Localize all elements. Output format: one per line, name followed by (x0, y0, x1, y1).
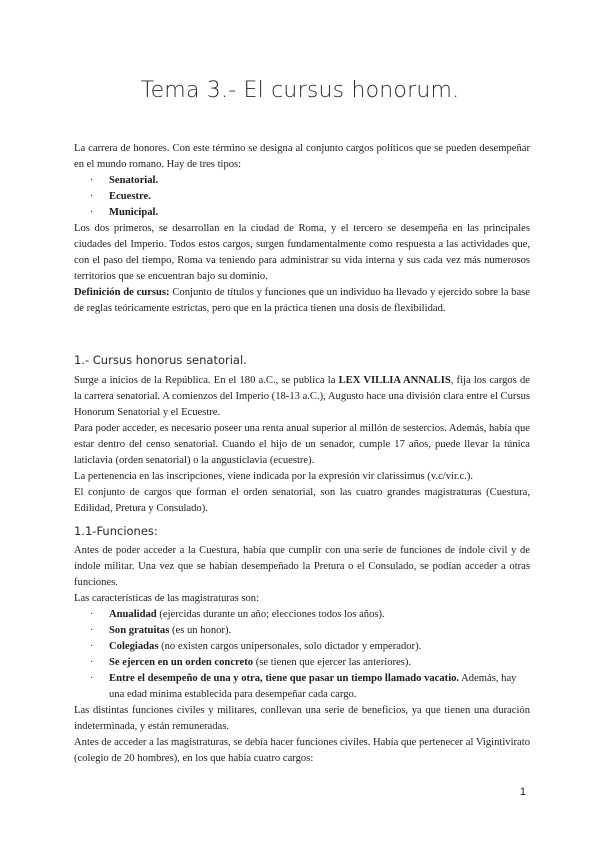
definition-paragraph (74, 285, 530, 317)
paragraph: Las distintas funciones civiles y militares, conllevan una serie de beneficios, ya que tienen una duración indeterminada, y están remuneradas. (74, 705, 530, 732)
types-list (74, 173, 530, 221)
intro-paragraph-2: Los dos primeros, se desarrollan en la ciudad de Roma, y el tercero se desempeña en las principales ciudades del Imperio. Todos estos cargos, surgen fundamentalmente como respuesta a las actividades que, con el paso del tiempo, Roma va teniendo para administrar su vida interna y sus cada vez más numerosos territorios que se encuentran bajo su dominio. (74, 223, 530, 282)
section-senatorial (74, 352, 530, 368)
definition-text: Conjunto de títulos y funciones que un individuo ha llevado y ejercido sobre la base de reglas teóricamente estrictas, pero que en la práctica tienen una dosis de flexibilidad. (74, 287, 530, 314)
law-name: LEX VILLIA ANNALIS (338, 375, 451, 386)
intro-section (74, 141, 530, 317)
list-item: · Entre el desempeño de una y otra, tiene que pasar un tiempo llamado vacatio. Además, hay una edad mínima establecida para desempeñar cada cargo. (74, 671, 530, 703)
list-item: · Municipal. (74, 205, 530, 221)
section-heading: 1.- Cursus honorus senatorial. (74, 353, 247, 367)
paragraph: Surge a inicios de la República. En el 180 a.C., se publica la LEX VILLIA ANNALIS, fija los cargos de la carrera senatorial. A comienzos del Imperio (18-13 a.C.), Augusto hace una división clara entre el Cursus Honorum Senatorial y el Ecuestre. (74, 375, 530, 418)
section-funciones (74, 523, 530, 539)
list-item: · Son gratuitas (es un honor). (74, 623, 530, 639)
paragraph: La pertenencia en las inscripciones, viene indicada por la expresión vir clarissimus (v.c/vir.c.). (74, 471, 474, 482)
section-heading: 1.1-Funciones: (74, 524, 158, 538)
characteristics-list (74, 607, 530, 703)
paragraph: Antes de poder acceder a la Cuestura, había que cumplir con una serie de funciones de índole civil y de índole militar. Una vez que se habían desempeñado la Pretura o el Consulado, se podían acceder a otras funciones. (74, 545, 530, 588)
list-item: · Anualidad (ejercidas durante un año; elecciones todos los años). (74, 607, 530, 623)
paragraph: Para poder acceder, es necesario poseer una renta anual superior al millón de sestercios. Además, había que estar dentro del censo senatorial. Cuando el hijo de un senador, cumple 17 años, puede llevar la túnica laticlavia (orden senatorial) o la angusticlavia (ecuestre). (74, 423, 530, 466)
list-item: · Ecuestre. (74, 189, 530, 205)
section-senatorial-body (74, 373, 530, 517)
paragraph: El conjunto de cargos que forman el orden senatorial, son las cuatro grandes magistraturas (Cuestura, Edilidad, Pretura y Consulado). (74, 487, 530, 514)
list-item: · Colegiadas (no existen cargos unipersonales, solo dictador y emperador). (74, 639, 530, 655)
paragraph: Las características de las magistraturas son: (74, 593, 260, 604)
list-item: · Se ejercen en un orden concreto (se tienen que ejercer las anteriores). (74, 655, 530, 671)
page-title: Tema 3.- El cursus honorum. (140, 78, 460, 103)
page-number: 1 (519, 786, 526, 798)
paragraph: Antes de acceder a las magistraturas, se debía hacer funciones civiles. Había que pertenecer al Vigintivirato (colegio de 20 hombres), en los que había cuatro cargos: (74, 737, 530, 764)
intro-paragraph: La carrera de honores. Con este término se designa al conjunto cargos políticos que se pueden desempeñar en el mundo romano. Hay de tres tipos: (74, 143, 530, 170)
list-item: · Senatorial. (74, 173, 530, 189)
definition-label: Definición de cursus: (74, 287, 170, 298)
section-funciones-body (74, 543, 530, 767)
